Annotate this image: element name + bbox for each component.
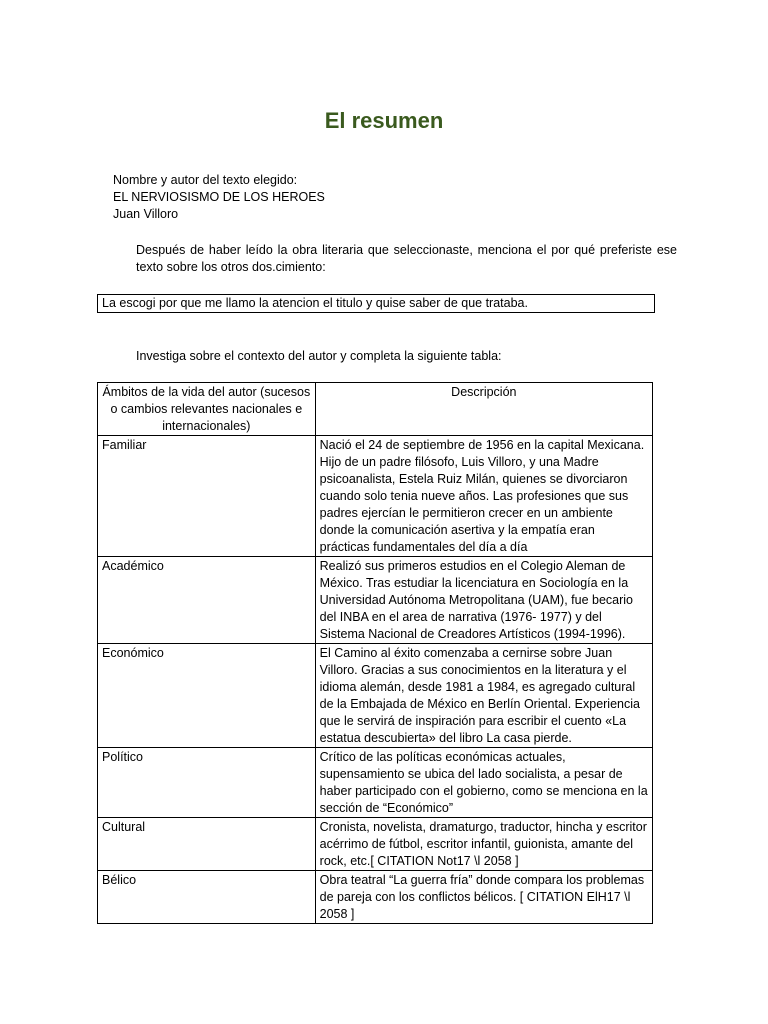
- row-descripcion[interactable]: El Camino al éxito comenzaba a cernirse sobre Juan Villoro. Gracias a sus conocimientos en la literatura y el idioma alemán, desde 1981 a 1984, es agregado cultural de la Embajada de México en Berlín Oriental. Experiencia que le servirá de inspiración para escribir el cuento «La estatua descubierta» del libro La casa pierde.: [315, 644, 652, 748]
- work-title: EL NERVIOSISMO DE LOS HEROES: [113, 190, 325, 204]
- table-row: [98, 871, 653, 924]
- row-ambito: Familiar: [98, 436, 316, 557]
- row-ambito: Económico: [98, 644, 316, 748]
- table-row: [98, 818, 653, 871]
- text-info-label: Nombre y autor del texto elegido:: [113, 173, 298, 187]
- document-title: El resumen: [324, 108, 444, 133]
- row-ambito: Político: [98, 748, 316, 818]
- header-ambitos: Ámbitos de la vida del autor (sucesos o cambios relevantes nacionales e internacionales): [98, 383, 316, 436]
- table-instruction: Investiga sobre el contexto del autor y completa la siguiente tabla:: [136, 349, 502, 363]
- row-descripcion[interactable]: Nació el 24 de septiembre de 1956 en la capital Mexicana. Hijo de un padre filósofo, Luis Villoro, y una Madre psicoanalista, Estela Ruiz Milán, quienes se divorciaron cuando solo tenia nueve años. Las profesiones que sus padres ejercían le permitieron crecer en un ambiente donde la comunicación asertiva y la empatía eran prácticas fundamentales del día a día: [315, 436, 652, 557]
- text-info-block: [113, 172, 325, 223]
- table-row: [98, 644, 653, 748]
- row-descripcion[interactable]: Realizó sus primeros estudios en el Colegio Aleman de México. Tras estudiar la licenciatura en Sociología en la Universidad Autónoma Metropolitana (UAM), fue becario del INBA en el area de narrativa (1976- 1977) y del Sistema Nacional de Creadores Artísticos (1994-1996).: [315, 557, 652, 644]
- author-context-table: [97, 382, 653, 924]
- table-row: [98, 436, 653, 557]
- author-name: Juan Villoro: [113, 207, 179, 221]
- row-descripcion[interactable]: Obra teatral “La guerra fría” donde compara los problemas de pareja con los conflictos bélicos. [ CITATION ElH17 \l 2058 ]: [315, 871, 652, 924]
- header-descripcion: Descripción: [315, 383, 652, 436]
- answer-field[interactable]: La escogi por que me llamo la atencion el titulo y quise saber de que trataba.: [97, 294, 655, 313]
- row-ambito: Bélico: [98, 871, 316, 924]
- question-paragraph: Después de haber leído la obra literaria que seleccionaste, menciona el por qué preferiste ese texto sobre los otros dos.cimiento:: [136, 243, 677, 274]
- row-descripcion[interactable]: Crítico de las políticas económicas actuales, supensamiento se ubica del lado socialista, a pesar de haber participado con el gobierno, como se menciona en la sección de “Económico”: [315, 748, 652, 818]
- table-header-row: [98, 383, 653, 436]
- table-row: [98, 748, 653, 818]
- row-descripcion[interactable]: Cronista, novelista, dramaturgo, traductor, hincha y escritor acérrimo de fútbol, escritor infantil, guionista, amante del rock, etc.[ CITATION Not17 \l 2058 ]: [315, 818, 652, 871]
- table-row: [98, 557, 653, 644]
- row-ambito: Cultural: [98, 818, 316, 871]
- row-ambito: Académico: [98, 557, 316, 644]
